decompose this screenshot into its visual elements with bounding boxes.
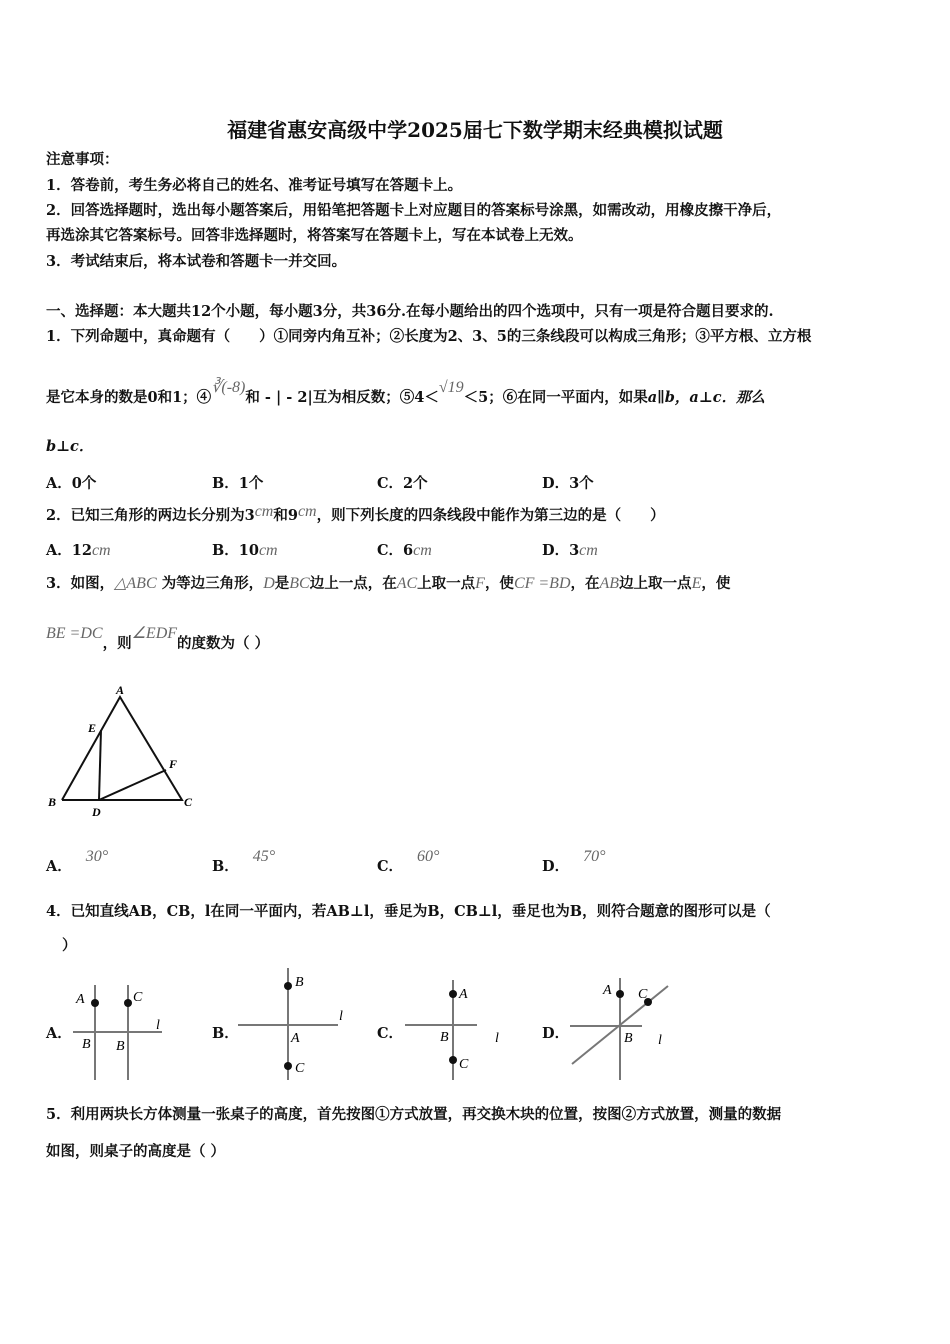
label: C <box>133 990 143 1005</box>
triangle-figure <box>44 680 204 825</box>
q5-stem-2: 如图，则桌子的高度是（ ） <box>46 1143 226 1160</box>
q4-option-b[interactable]: B． <box>212 1025 239 1042</box>
text: ，则 <box>102 635 132 652</box>
text: 为等边三角形， <box>161 575 264 592</box>
page-title: 福建省惠安高级中学2025届七下数学期末经典模拟试题 <box>227 118 723 142</box>
q2-option-a[interactable] <box>46 539 111 560</box>
q5-stem: 5．利用两块长方体测量一张桌子的高度，首先按图①方式放置，再交换木块的位置，按图②方式放置，测量的数据 <box>46 1106 782 1123</box>
q2-option-c[interactable] <box>377 539 432 560</box>
math: F <box>475 575 485 592</box>
text: 2．已知三角形的两边长分别为3 <box>46 507 255 524</box>
q3-option-a[interactable] <box>46 848 109 876</box>
unit: cm <box>579 542 598 559</box>
math: BC <box>289 575 310 592</box>
text: 的度数为（ ） <box>177 635 270 652</box>
math: CF =BD <box>513 575 571 592</box>
label: A <box>76 992 85 1007</box>
label: C <box>459 1057 469 1072</box>
q3-option-c[interactable] <box>377 848 440 876</box>
value: 70° <box>583 848 606 865</box>
q2-option-d[interactable] <box>542 539 598 560</box>
text: ，使 <box>484 575 514 592</box>
math: △ABC <box>114 575 157 592</box>
unit: cm <box>258 542 278 559</box>
unit: cm <box>297 503 317 520</box>
text: D．3 <box>542 542 580 559</box>
q3-stem <box>46 574 730 594</box>
math: BE =DC <box>46 625 103 642</box>
q3-option-d[interactable] <box>542 848 606 876</box>
text: B．10 <box>212 542 259 559</box>
label: C <box>295 1061 305 1076</box>
q4-figure-b <box>235 968 350 1083</box>
label: B <box>82 1037 91 1052</box>
text: A．12 <box>46 542 92 559</box>
text: 和 - | - 2|互为相反数；⑤4＜ <box>245 389 439 406</box>
value: 45° <box>252 848 276 865</box>
notice-item: 3．考试结束后，将本试卷和答题卡一并交回。 <box>46 253 347 270</box>
text: a∥b，a⊥c．那么 <box>647 389 766 406</box>
math: ∠EDF <box>131 625 178 642</box>
label: B <box>116 1039 125 1054</box>
text: ，使 <box>701 575 731 592</box>
text: 是 <box>274 575 290 592</box>
text: ，则下列长度的四条线段中能作为第三边的是（ ） <box>316 507 665 524</box>
q4-figure-c <box>405 980 505 1082</box>
label-f: F <box>169 757 178 771</box>
notice-item: 再选涂其它答案标号。回答非选择题时，将答案写在答题卡上，写在本试卷上无效。 <box>46 227 583 244</box>
notice-item: 1．答卷前，考生务必将自己的姓名、准考证号填写在答题卡上。 <box>46 177 463 194</box>
label: C <box>638 987 648 1002</box>
q3-stem-2 <box>46 625 270 654</box>
q4-option-a[interactable]: A． <box>46 1025 72 1042</box>
q1-stem-3: b⊥c． <box>46 438 94 455</box>
text: 是它本身的数是0和1；④ <box>46 389 212 406</box>
label-c: C <box>184 795 193 809</box>
q1-option-b[interactable]: B．1个 <box>212 475 264 492</box>
math: D <box>263 575 275 592</box>
unit: cm <box>91 542 111 559</box>
q1-option-d[interactable]: D．3个 <box>542 475 594 492</box>
label: l <box>495 1031 499 1046</box>
text: C．6 <box>377 542 414 559</box>
q4-figure-a <box>70 985 170 1085</box>
label-b: B <box>48 795 57 809</box>
text: ＜5；⑥在同一平面内，如果 <box>463 389 648 406</box>
notice-heading: 注意事项： <box>46 151 119 168</box>
text: ，在 <box>570 575 600 592</box>
q3-option-b[interactable] <box>212 848 276 876</box>
text: 边上一点，在 <box>309 575 397 592</box>
q4-stem-2: ） <box>62 937 77 954</box>
label-d: D <box>92 805 101 819</box>
cube-root: ∛(-8) <box>211 379 246 396</box>
math: AB <box>599 575 620 592</box>
q1-option-a[interactable]: A．0个 <box>46 475 97 492</box>
text: D． <box>542 858 570 875</box>
unit: cm <box>413 542 432 559</box>
q4-option-d[interactable]: D． <box>542 1025 570 1042</box>
label-e: E <box>88 721 97 735</box>
label: A <box>459 987 468 1002</box>
unit: cm <box>254 503 274 520</box>
label: B <box>295 975 304 990</box>
text: A． <box>46 858 72 875</box>
section-heading: 一、选择题：本大题共12个小题，每小题3分，共36分.在每小题给出的四个选项中，只有一项是符合题目要求的. <box>46 303 774 320</box>
q2-option-b[interactable] <box>212 539 278 560</box>
label: B <box>440 1030 449 1045</box>
text: 上取一点 <box>417 575 476 592</box>
label: A <box>291 1031 300 1046</box>
label: B <box>624 1031 633 1046</box>
text: 和9 <box>273 507 298 524</box>
text: B． <box>212 858 239 875</box>
q4-stem: 4．已知直线AB，CB，l在同一平面内，若AB⊥l，垂足为B，CB⊥l，垂足也为B，则符合题意的图形可以是（ <box>46 903 771 920</box>
value: 30° <box>85 848 109 865</box>
q4-figure-d <box>570 978 670 1082</box>
q2-stem <box>46 503 665 526</box>
q4-option-c[interactable]: C． <box>377 1025 404 1042</box>
text: C． <box>377 858 404 875</box>
label: l <box>658 1033 662 1048</box>
q1-option-c[interactable]: C．2个 <box>377 475 428 492</box>
q1-stem-2 <box>46 379 766 408</box>
math: AC <box>396 575 418 592</box>
text: 3．如图， <box>46 575 115 592</box>
value: 60° <box>417 848 440 865</box>
notice-item: 2．回答选择题时，选出每小题答案后，用铅笔把答题卡上对应题目的答案标号涂黑，如需改动，用橡皮擦干净后， <box>46 202 782 219</box>
q1-stem: 1．下列命题中，真命题有（ ）①同旁内角互补；②长度为2、3、5的三条线段可以构成三角形；③平方根、立方根 <box>46 328 812 345</box>
text: 边上取一点 <box>619 575 692 592</box>
label: A <box>603 983 612 998</box>
square-root: √19 <box>438 379 464 396</box>
math: E <box>691 575 702 592</box>
label: l <box>156 1018 160 1033</box>
label: l <box>339 1009 343 1024</box>
label-a: A <box>116 683 125 697</box>
